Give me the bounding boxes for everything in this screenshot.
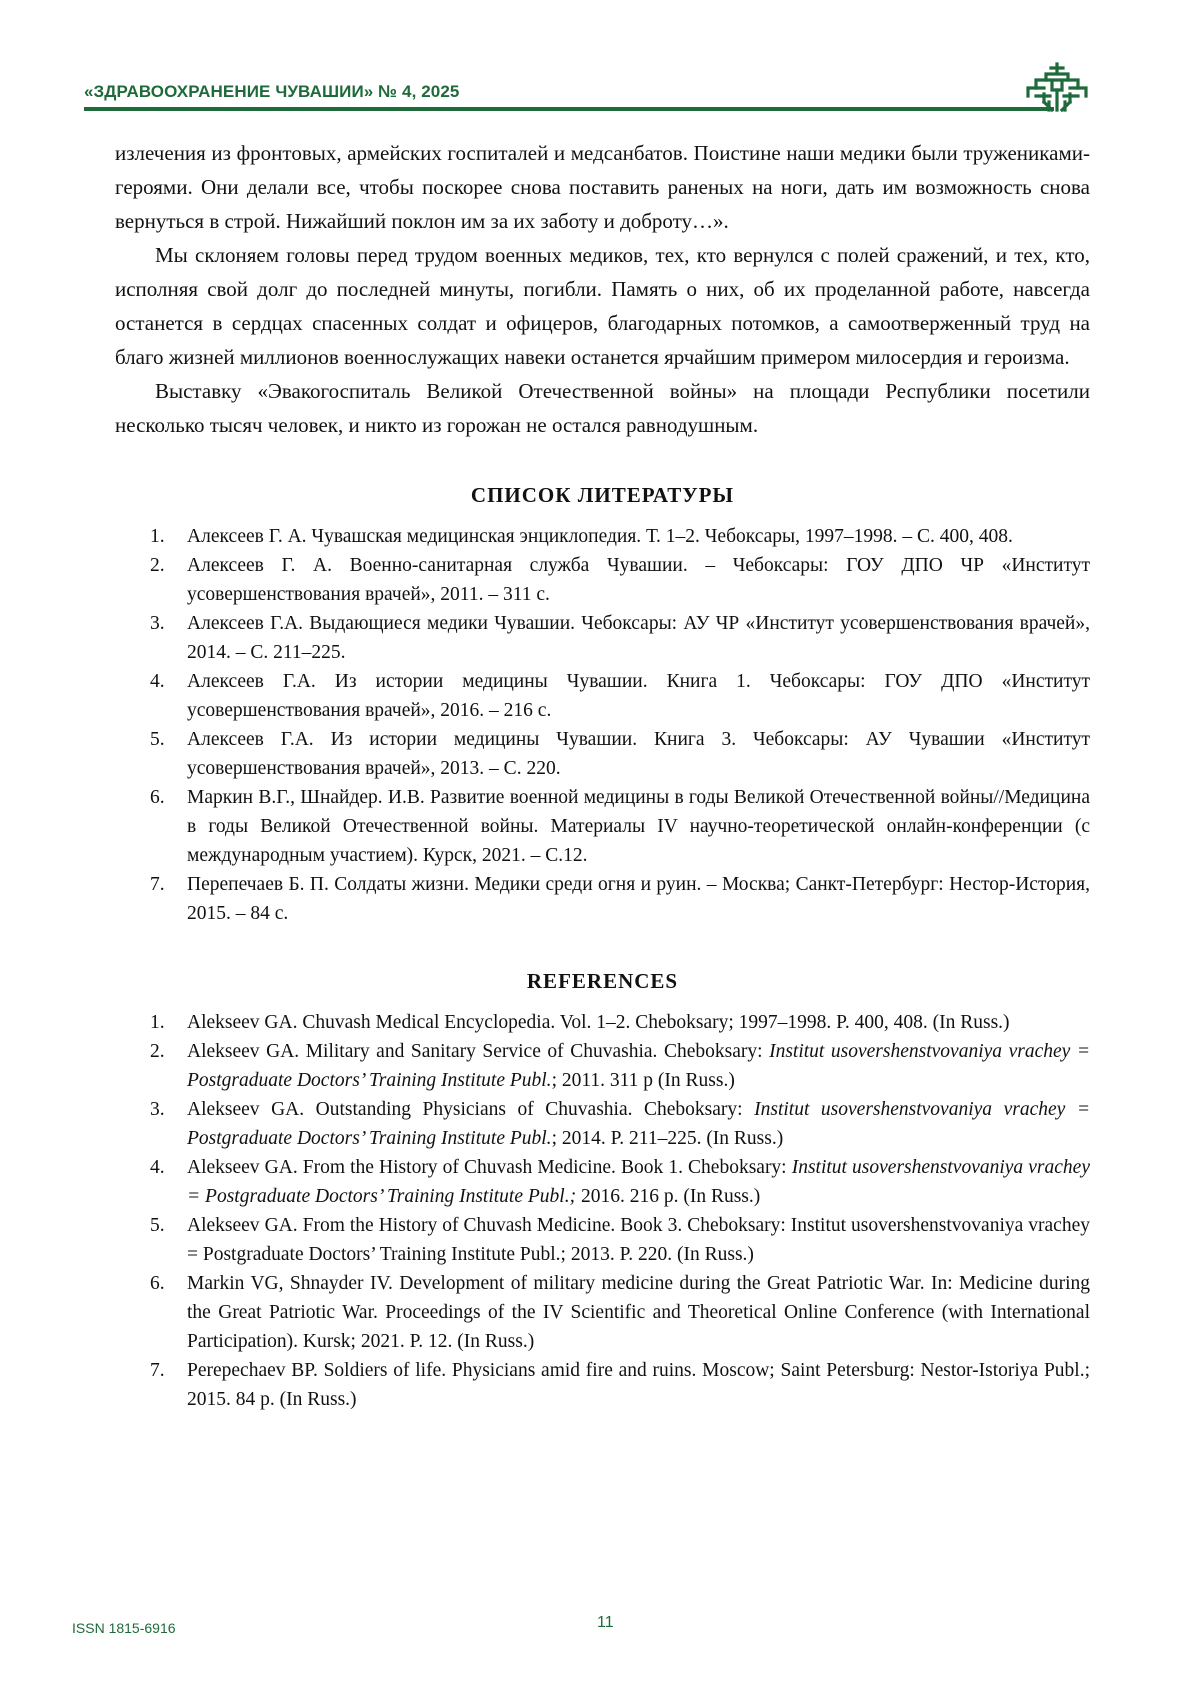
issn-label: ISSN 1815-6916 <box>72 1620 176 1636</box>
literature-item <box>115 609 1090 667</box>
ref-number: 3. <box>150 1099 165 1120</box>
references-list <box>115 1008 1090 1414</box>
reference-item <box>115 1269 1090 1356</box>
ref-text: Alekseev GA. From the History of Chuvash Medicine. Book 3. Cheboksary: Institut usovershenstvovaniya vrachey = Postgraduate Doctors’ Training Institute Publ.; 2013. P. 220. (In Russ.) <box>187 1215 1090 1265</box>
journal-title: «ЗДРАВООХРАНЕНИЕ ЧУВАШИИ» № 4, 2025 <box>84 82 460 101</box>
page-number: 11 <box>597 1614 614 1631</box>
ref-text: Perepechaev BP. Soldiers of life. Physicians amid fire and ruins. Moscow; Saint Petersburg: Nestor-Istoriya Publ.; 2015. 84 p. (In Russ.) <box>187 1360 1090 1410</box>
ref-number: 2. <box>150 555 165 576</box>
ref-text: Markin VG, Shnayder IV. Development of military medicine during the Great Patriotic War. In: Medicine during the Great Patriotic War. Proceedings of the IV Scientific and Theoretical Online Conference (with International Participation). Kursk; 2021. P. 12. (In Russ.) <box>187 1273 1090 1352</box>
reference-item <box>115 1037 1090 1095</box>
reference-item <box>115 1211 1090 1269</box>
reference-item <box>115 1356 1090 1414</box>
ref-number: 5. <box>150 729 165 750</box>
ref-text: Алексеев Г.А. Выдающиеся медики Чувашии. Чебоксары: АУ ЧР «Институт усовершенствования врачей», 2014. – С. 211–225. <box>187 613 1090 663</box>
ref-text: Alekseev GA. Chuvash Medical Encyclopedia. Vol. 1–2. Cheboksary; 1997–1998. P. 400, 408. (In Russ.) <box>187 1012 1010 1033</box>
ref-text: Перепечаев Б. П. Солдаты жизни. Медики среди огня и руин. – Москва; Санкт-Петербург: Нестор-История, 2015. – 84 с. <box>187 874 1090 924</box>
reference-item <box>115 1095 1090 1153</box>
ref-number: 4. <box>150 1157 165 1178</box>
references-heading: REFERENCES <box>526 969 679 993</box>
literature-heading: СПИСОК ЛИТЕРАТУРЫ <box>470 483 735 507</box>
ref-text: Alekseev GA. From the History of Chuvash Medicine. Book 1. Cheboksary: <box>187 1157 792 1178</box>
ref-text: Алексеев Г. А. Военно-санитарная служба Чувашии. – Чебоксары: ГОУ ДПО ЧР «Институт усовершенствования врачей», 2011. – 311 с. <box>187 555 1090 605</box>
ref-text: Алексеев Г.А. Из истории медицины Чувашии. Книга 3. Чебоксары: АУ Чувашии «Институт усовершенствования врачей», 2013. – С. 220. <box>187 729 1090 779</box>
ref-number: 5. <box>150 1215 165 1236</box>
ref-text-tail: ; 2014. P. 211–225. (In Russ.) <box>551 1128 784 1149</box>
ref-italic-text: Institut usovershenstvovaniya vrachey = Postgraduate Doctors’ Training Institute Publ. <box>187 1099 1090 1149</box>
header-divider <box>84 107 1054 111</box>
chuvash-tree-emblem-icon <box>1022 60 1092 114</box>
ref-text: Маркин В.Г., Шнайдер. И.В. Развитие военной медицины в годы Великой Отечественной войны//Медицина в годы Великой Отечественной войны. Материалы IV научно-теоретической онлайн-конференции (с международным участием). Курск, 2021. – С.12. <box>187 787 1090 866</box>
literature-item <box>115 667 1090 725</box>
reference-item <box>115 1008 1090 1037</box>
ref-text-tail: 2016. 216 p. (In Russ.) <box>576 1186 761 1207</box>
ref-number: 1. <box>150 526 165 547</box>
ref-text: Alekseev GA. Military and Sanitary Service of Chuvashia. Cheboksary: <box>187 1041 770 1062</box>
ref-number: 4. <box>150 671 165 692</box>
ref-text: Алексеев Г. А. Чувашская медицинская энциклопедия. Т. 1–2. Чебоксары, 1997–1998. – С. 400, 408. <box>187 526 1013 547</box>
ref-text: Алексеев Г.А. Из истории медицины Чувашии. Книга 1. Чебоксары: ГОУ ДПО «Институт усовершенствования врачей», 2016. – 216 с. <box>187 671 1090 721</box>
body-paragraph: Выставку «Эвакогоспиталь Великой Отечественной войны» на площади Республики посетили несколько тысяч человек, и никто из горожан не остался равнодушным. <box>115 379 1090 437</box>
ref-number: 6. <box>150 1273 165 1294</box>
ref-number: 7. <box>150 874 165 895</box>
literature-item <box>115 551 1090 609</box>
body-paragraph: Мы склоняем головы перед трудом военных медиков, тех, кто вернулся с полей сражений, и тех, кто, исполняя свой долг до последней минуты, погибли. Память о них, об их проделанной работе, навсегда останется в сердцах спасенных солдат и офицеров, благодарных потомков, а самоотверженный труд на благо жизней миллионов военнослужащих навеки останется ярчайшим примером милосердия и героизма. <box>115 243 1090 369</box>
ref-number: 3. <box>150 613 165 634</box>
ref-italic-text: Institut usovershenstvovaniya vrachey = Postgraduate Doctors’ Training Institute Publ.; <box>187 1157 1090 1207</box>
ref-text-tail: ; 2011. 311 p (In Russ.) <box>551 1070 735 1091</box>
ref-number: 6. <box>150 787 165 808</box>
literature-item <box>115 870 1090 928</box>
journal-header <box>72 60 1100 114</box>
ref-number: 1. <box>150 1012 165 1033</box>
literature-list <box>115 522 1090 928</box>
literature-item <box>115 783 1090 870</box>
ref-text: Alekseev GA. Outstanding Physicians of Chuvashia. Cheboksary: <box>187 1099 755 1120</box>
literature-item <box>115 725 1090 783</box>
body-paragraph: излечения из фронтовых, армейских госпиталей и медсанбатов. Поистине наши медики были тружениками-героями. Они делали все, чтобы поскорее снова поставить раненых на ноги, дать им возможность снова вернуться в строй. Нижайший поклон им за их заботу и доброту…». <box>115 141 1090 233</box>
ref-italic-text: Institut usovershenstvovaniya vrachey = Postgraduate Doctors’ Training Institute Publ. <box>187 1041 1090 1091</box>
article-body <box>115 136 1090 1414</box>
literature-item <box>115 522 1090 551</box>
ref-number: 2. <box>150 1041 165 1062</box>
reference-item <box>115 1153 1090 1211</box>
ref-number: 7. <box>150 1360 165 1381</box>
